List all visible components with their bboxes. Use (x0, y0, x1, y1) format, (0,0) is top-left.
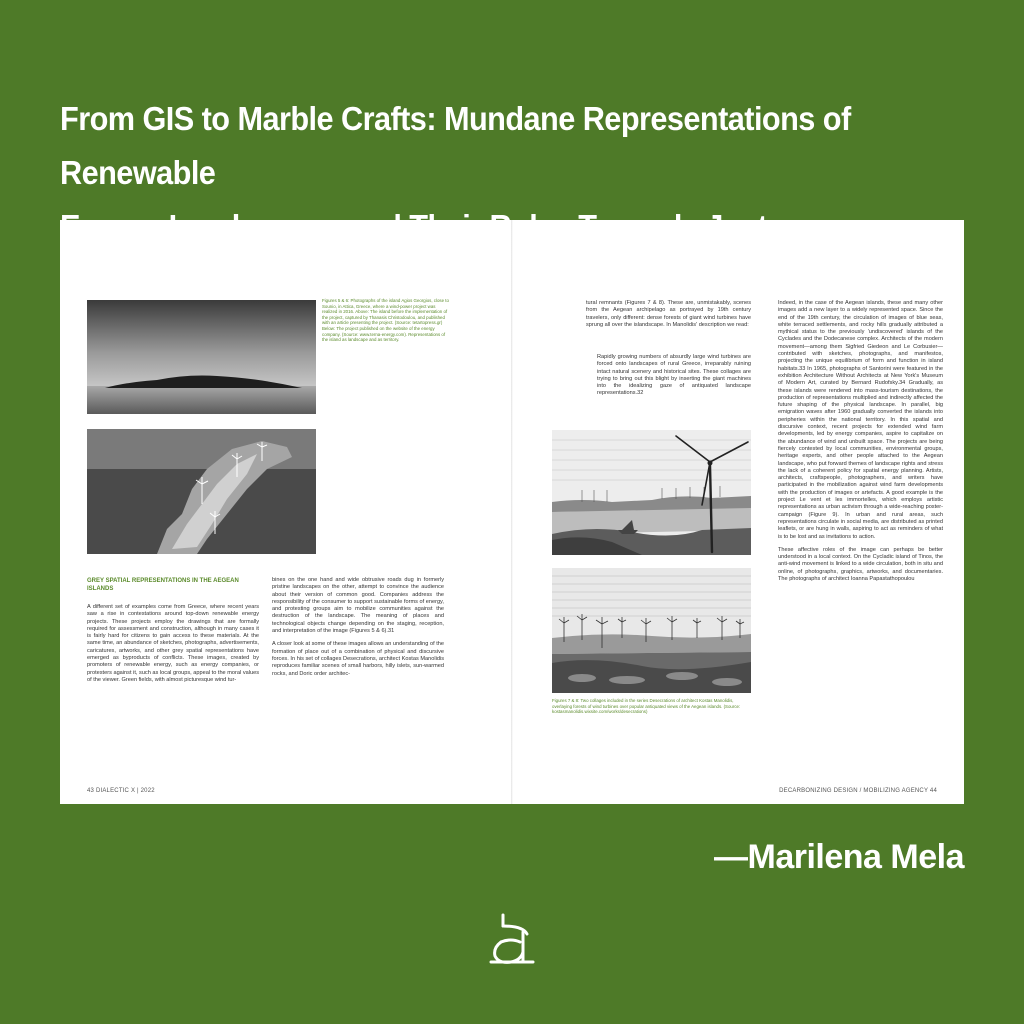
author-name: —Marilena Mela (714, 838, 964, 876)
title-line-1: From GIS to Marble Crafts: Mundane Representations of Renewable (60, 100, 851, 191)
caption-figures-7-8: Figures 7 & 8: Two collages included in the series Desecrations of architect Kostas Manolidis, overlaying forests of wind turbines over popular antiquated views of the Aegean islands. (Source: kostasmanolidis.wixsite.com/works/desecrations) (552, 698, 741, 715)
collage-figure-7 (552, 430, 751, 555)
col2-paragraph-1: bines on the one hand and wide obtrusive roads dug in formerly pristine landscapes on the other, attempt to convince the audience about their version of common good. Companies address the responsibility of the consumer to support sustainable forms of energy, and protesting groups aim to mobilize communities against the destruction of the landscape. The meaning of places and technological objects change depending on the staging, reception, and interpretation of the image (Figures 5 & 6).31 (272, 577, 444, 635)
col4-paragraph-2: These affective roles of the image can perhaps be better understood in a local context. On the Cycladic island of Tinos, the anti-wind movement is linked to a wide circulation, both in situ and online, of photographs, graphics, artworks, and documentaries. The photographs of architect Ioanna Papastathopoulou (778, 546, 943, 582)
photo-island-before (87, 300, 316, 414)
collage-figure-8 (552, 568, 751, 693)
body-column-2 (272, 577, 444, 684)
page-gutter (511, 220, 513, 804)
body-column-3: tural remnants (Figures 7 & 8). These are, unmistakably, scenes from the Aegean archipelago as portrayed by 19th century travelers, only different: dense forests of giant wind turbines have sprung all over the islandscape. In Manolidis' description we read: (586, 300, 751, 328)
photo-island-turbines (87, 429, 316, 554)
dialectic-d-logo-icon (487, 912, 537, 966)
block-quote: Rapidly growing numbers of absurdly large wind turbines are forced onto landscapes of rural Greece, irreparably ruining intact natural scenery and historical sites. These collages are trying to bring out this blight by inserting the giant machines into the idealizing gaze of antiquated landscape representations.32 (597, 354, 751, 397)
footer-right: DECARBONIZING DESIGN / MOBILIZING AGENCY 44 (779, 788, 937, 794)
magazine-spread (60, 220, 964, 804)
section-heading: GREY SPATIAL REPRESENTATIONS IN THE AEGEAN ISLANDS (87, 578, 239, 592)
footer-left: 43 DIALECTIC X | 2022 (87, 788, 155, 794)
caption-figures-5-6: Figures 5 & 6: Photographs of the island Agios Georgios, close to Sounio, in Attica, Greece, where a wind-power project was realized in 2016. Above: The island before the implementation of the project, captured by Thanasis Christodoulou, and published with an article presenting the project. (Source: tetartopress.gr) Below: The project published on the website of the energy company. (Source: www.terna-energy.com). Representations of the island as landscape and as territory. (322, 298, 449, 343)
col4-paragraph-1: Indeed, in the case of the Aegean islands, these and many other images add a new layer to a widely represented space. Since the end of the 19th century, the circulation of images of blue seas, white terraced settlements, and rocky hills gradually attributed a mythical status to the previously 'undiscovered' islands of the Cyclades and the Dodecanese complex. Architects of the modern movement—among them Sigfried Giedeon and Le Corbusier—contributed with sketches, photographs, and manifestos, projecting the unique equilibrium of form and function in island habitats.33 In 1965, photographs of Santorini were featured in the exhibition Architecture Without Architects at New York's Museum of Modern Art, curated by Bernard Rudofsky.34 Gradually, as these islands were rendered into mass-tourism destinations, the production of representations multiplied and indirectly affected the future shaping of the physical landscape. In parallel, big emigration waves after 1960 gradually converted the islands into peripheries within the national territory. In this spatial and discursive context, recent projects for extended wind farm developments, led by energy companies, aspire to capitalize on the abundance of wind and unbuilt space. The projects are being fiercely contested by local communities, environmental groups, heritage experts, and other people attached to the Aegean landscape, who put forward themes of landscape rights and stress the lack of a coherent policy for spatial energy planning. Artists, architects, craftspeople, photographers, and writers have participated in the mobilization against wind farm developments with the production of images or artefacts. A good example is the project Le vent et les immortelles, which employs artistic representations as urban activism through a wide-reaching poster-campaign (Figure 9). In urban and rural areas, such representations circulate in social media, are distributed as printed leaflets, or are hung in walls, aspiring to act as reminders of what is to be lost and as invitations to action. (778, 300, 943, 540)
body-column-1: A different set of examples come from Greece, where recent years saw a rise in contestations around top-down renewable energy projects. These projects employ the drawings that are formally required for assessment and construction, although in many cases it is fairly hard for citizens to gain access to these materials. At the same time, an abundance of sketches, photographs, advertisements, caricatures, artworks, and other grey spatial representations have emerged as byproducts of conflicts. These images, created by promoters of renewable energy, such as energy companies, or protesters against it, such as local groups, appeal to the moral values of the viewer. Green fields, with almost picturesque wind tur- (87, 604, 259, 683)
body-column-4 (778, 300, 943, 589)
col2-paragraph-2: A closer look at some of these images allows an understanding of the formation of place out of a combination of physical and discursive forces. In his set of collages Desecrations, architect Kostas Manolidis reproduces familiar scenes of small harbors, hilly islets, sun-warmed rocks, and Doric order architec- (272, 641, 444, 677)
